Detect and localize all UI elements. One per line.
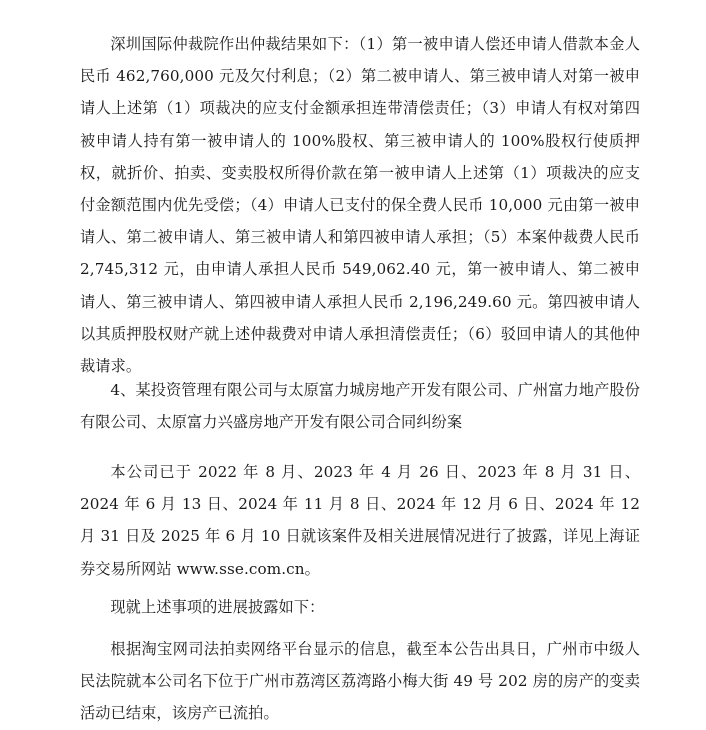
paragraph-case4-disclosure: 本公司已于 2022 年 8 月、2023 年 4 月 26 日、2023 年 8 月 31 日、2024 年 6 月 13 日、2024 年 11 月 8 日、2024 年 12 月 6 日、2024 年 12 月 31 日及 2025 年 6 月 10 日就该案件及相关进展情况进行了披露，详见上海证券交易所网站 www.sse.com.cn。	[80, 463, 640, 578]
paragraph-progress-intro: 现就上述事项的进展披露如下：	[110, 598, 325, 616]
paragraph-award-result: 深圳国际仲裁院作出仲裁结果如下：（1）第一被申请人偿还申请人借款本金人民币 462,760,000 元及欠付利息；（2）第二被申请人、第三被申请人对第一被申请人上述第（1）项裁决的应支付金额承担连带清偿责任；（3）申请人有权对第四被申请人持有第一被申请人的 100%股权、第三被申请人的 100%股权行使质押权，就折价、拍卖、变卖股权所得价款在第一被申请人上述第（1）项裁决的应支付金额范围内优先受偿；（4）申请人已支付的保全费人民币 10,000 元由第一被申请人、第二被申请人、第三被申请人和第四被申请人承担；（5）本案仲裁费人民币 2,745,312 元，由申请人承担人民币 549,062.40 元，第一被申请人、第二被申请人、第三被申请人、第四被申请人承担人民币 2,196,249.60 元。第四被申请人以其质押股权财产就上述仲裁费对申请人承担清偿责任；（6）驳回申请人的其他仲裁请求。	[80, 35, 640, 376]
paragraph-auction-result: 根据淘宝网司法拍卖网络平台显示的信息，截至本公告出具日，广州市中级人民法院就本公司名下位于广州市荔湾区荔湾路小梅大街 49 号 202 房的房产的变卖活动已结束，该房产已流拍。	[80, 640, 640, 723]
paragraph-case4-heading: 4、某投资管理有限公司与太原富力城房地产开发有限公司、广州富力地产股份有限公司、太原富力兴盛房地产开发有限公司合同纠纷案	[80, 381, 640, 432]
